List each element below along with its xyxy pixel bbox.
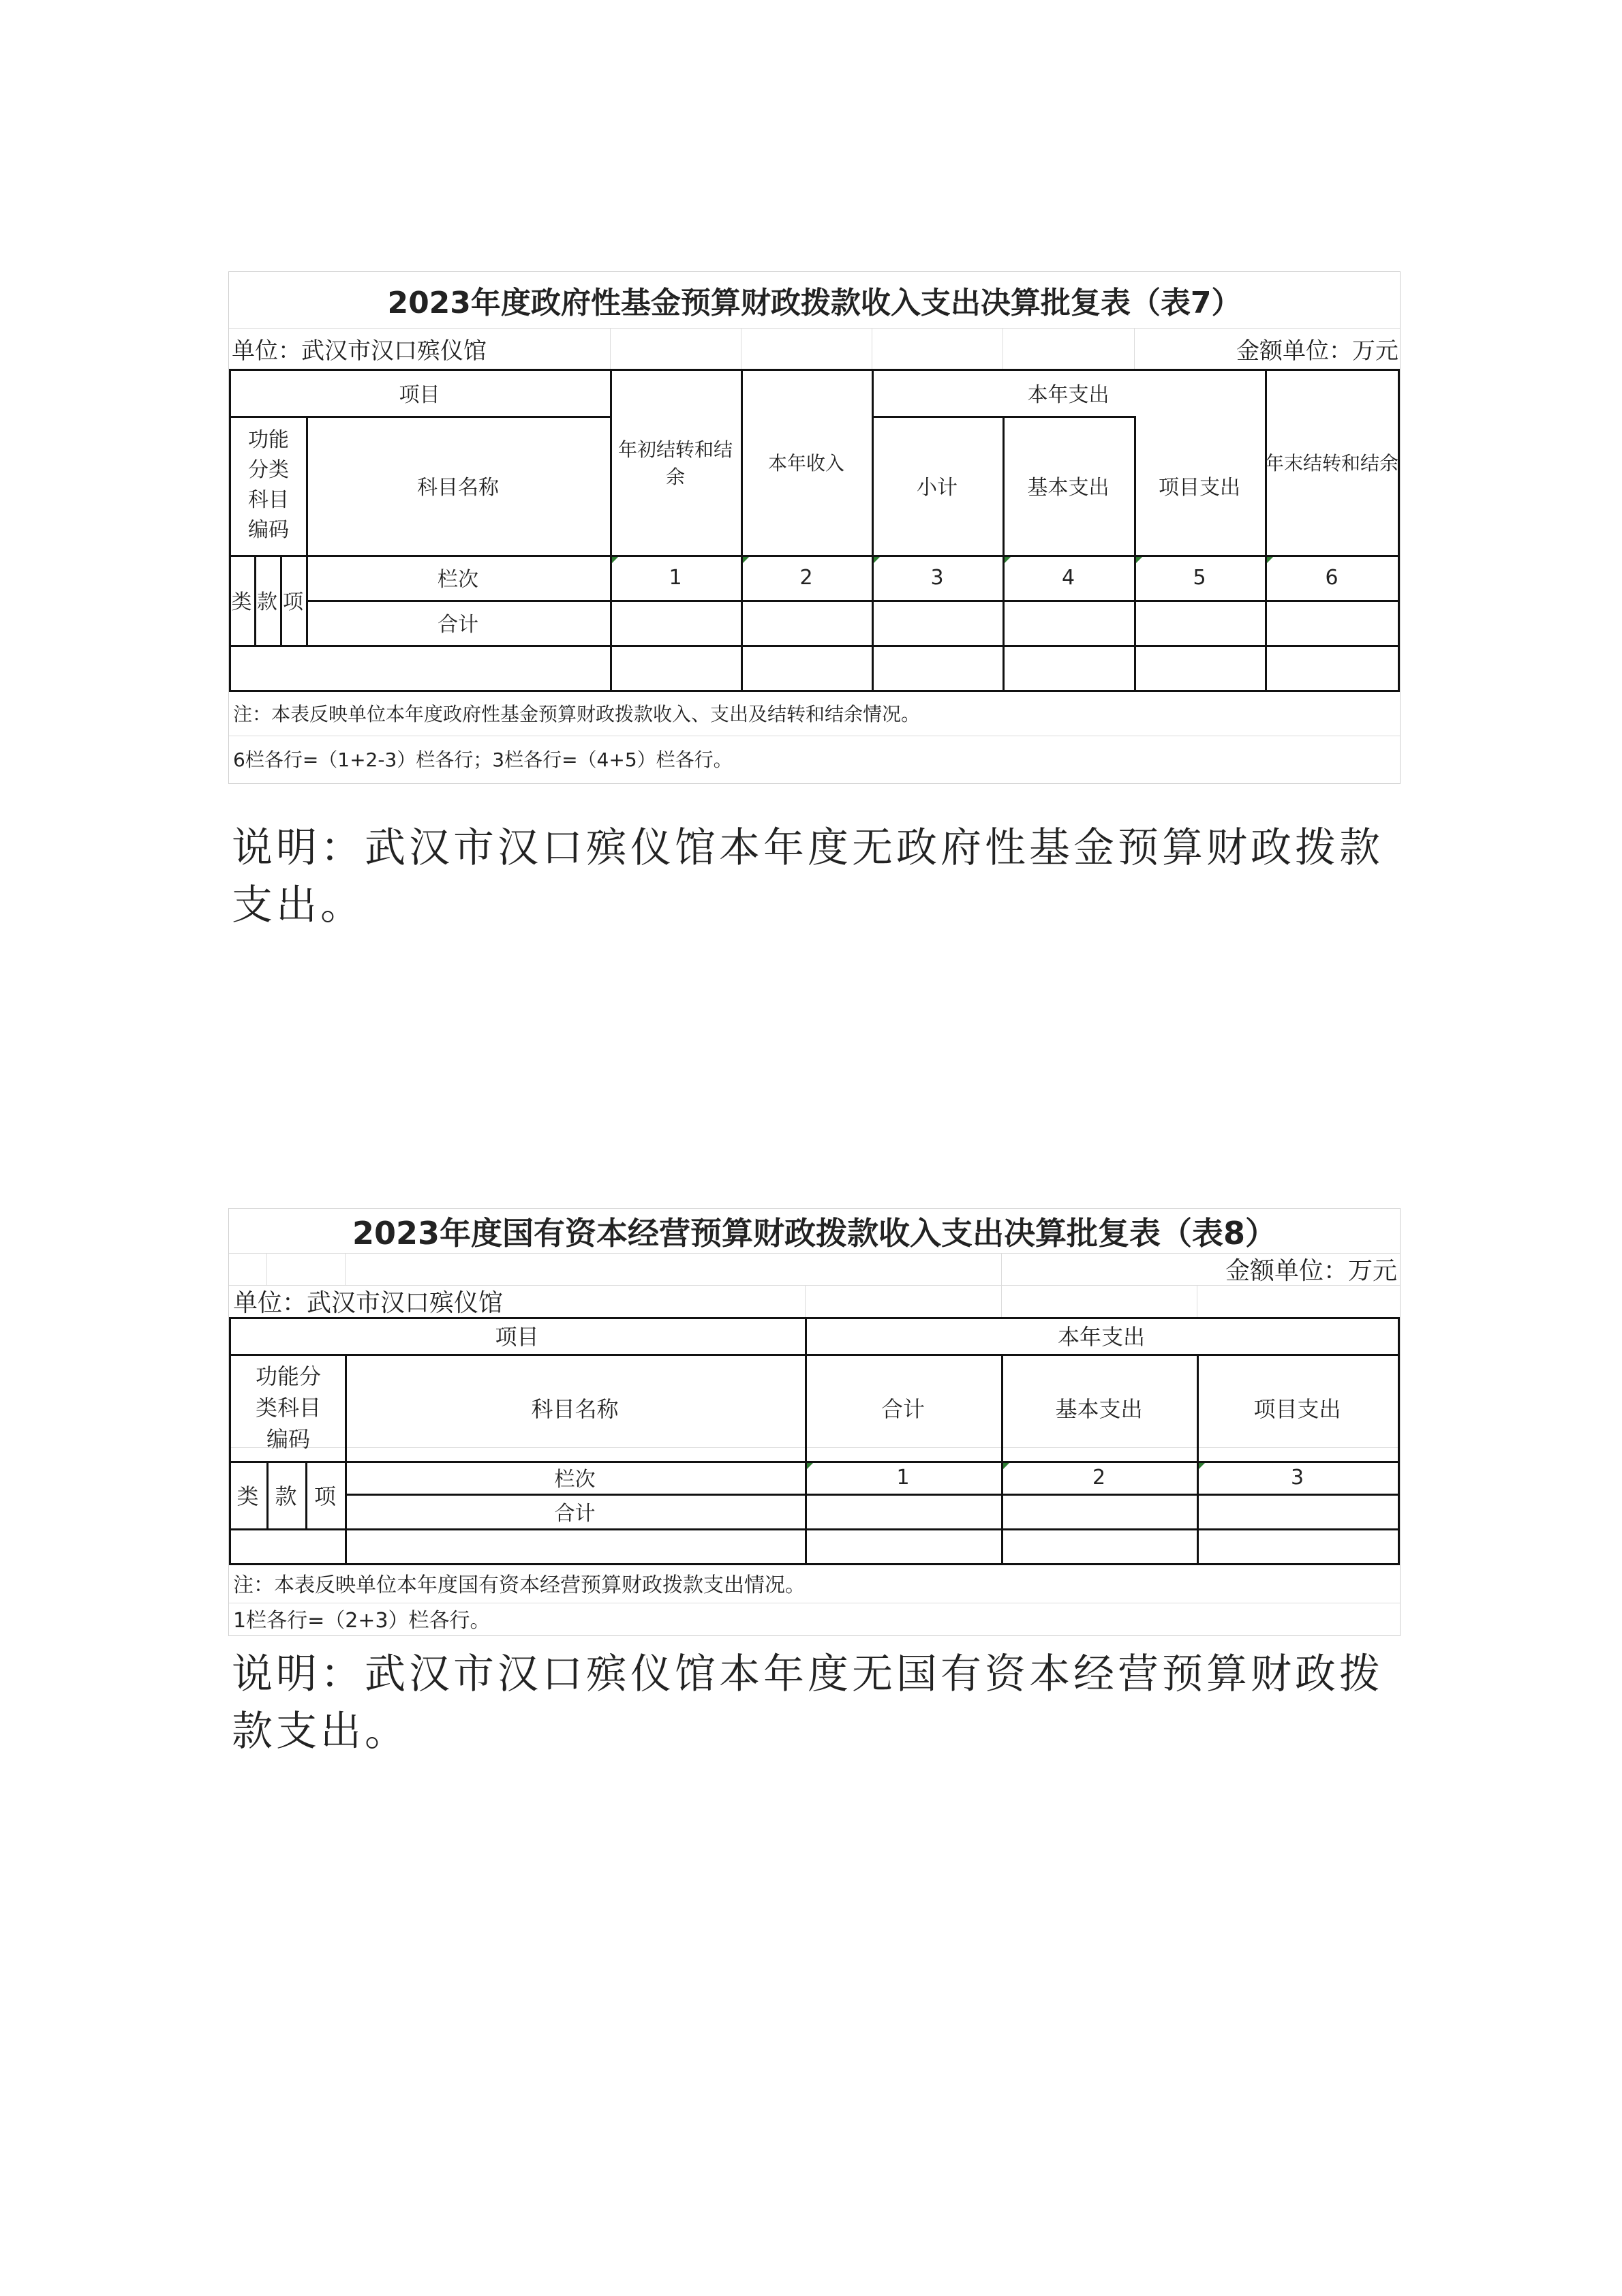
table7-header-project: 项目: [399, 382, 440, 407]
table7-title: 2023年度政府性基金预算财政拨款收入支出决算批复表（表7）: [387, 286, 1242, 320]
table7-header-subject-name: 科目名称: [417, 476, 499, 500]
table7-header-func-code: 功能分类科目编码: [248, 428, 289, 542]
table7-col-number: 1: [669, 565, 682, 590]
table7-header-end-balance: 年末结转和结余: [1265, 451, 1399, 474]
table7-row-lanci: 栏次: [438, 568, 478, 592]
table8-header-project-exp: 项目支出: [1253, 1395, 1341, 1422]
cell-marker-icon: [1136, 557, 1142, 563]
table8-header-project: 项目: [495, 1324, 539, 1350]
table8-col-number: 2: [1092, 1465, 1106, 1490]
table7-header-basic: 基本支出: [1027, 476, 1110, 500]
table8-label-xiang: 项: [313, 1483, 336, 1509]
table7-col-number: 5: [1193, 565, 1206, 590]
table8-header-expense-group: 本年支出: [1057, 1324, 1145, 1350]
table8-title: 2023年度国有资本经营预算财政拨款收入支出决算批复表（表8）: [352, 1214, 1277, 1252]
table8-note-2: 1栏各行=（2+3）栏各行。: [233, 1609, 491, 1633]
table7-row-heji: 合计: [438, 613, 478, 637]
table7-sheet: [228, 271, 1401, 784]
table7-col-number: 4: [1061, 565, 1075, 590]
table8-row-lanci: 栏次: [554, 1468, 596, 1492]
cell-marker-icon: [874, 557, 880, 563]
table8-header-subject-name: 科目名称: [531, 1395, 619, 1422]
table8-label-kuan: 款: [275, 1483, 297, 1509]
table8-header-func-code: 功能分类科目编码: [255, 1363, 321, 1452]
table8-row-heji: 合计: [554, 1501, 596, 1526]
table8-unit-left: 单位：武汉市汉口殡仪馆: [233, 1289, 504, 1317]
cell-marker-icon: [1267, 557, 1273, 563]
table8-description: 说明：武汉市汉口殡仪馆本年度无国有资本经营预算财政拨款支出。: [232, 1650, 1383, 1755]
cell-marker-icon: [1003, 1463, 1009, 1469]
table8-header-total: 合计: [881, 1395, 925, 1422]
table8-unit-right: 金额单位：万元: [1225, 1257, 1397, 1285]
table7-unit-left: 单位：武汉市汉口殡仪馆: [232, 337, 487, 365]
cell-marker-icon: [1005, 557, 1011, 563]
cell-marker-icon: [612, 557, 618, 563]
table7-header-project-exp: 项目支出: [1159, 476, 1240, 500]
table7-col-number: 2: [799, 565, 813, 590]
cell-marker-icon: [743, 557, 749, 563]
table7-label-kuan: 款: [257, 590, 277, 614]
table7-header-begin-balance: 年初结转和结余: [617, 438, 733, 488]
cell-marker-icon: [1199, 1463, 1205, 1469]
table8-col-number: 3: [1290, 1465, 1304, 1490]
table8-sheet: [228, 1208, 1401, 1636]
cell-marker-icon: [807, 1463, 813, 1469]
table7-note-1: 注：本表反映单位本年度政府性基金预算财政拨款收入、支出及结转和结余情况。: [233, 702, 921, 725]
table8-col-number: 1: [896, 1465, 910, 1490]
table7-label-lei: 类: [231, 590, 252, 614]
table7-label-xiang: 项: [283, 590, 303, 614]
table7-description: 说明：武汉市汉口殡仪馆本年度无政府性基金预算财政拨款支出。: [232, 824, 1383, 929]
table8-header-basic: 基本支出: [1055, 1395, 1143, 1422]
table8-label-lei: 类: [236, 1483, 259, 1509]
table7-header-subtotal: 小计: [917, 476, 958, 500]
table7-note-2: 6栏各行=（1+2-3）栏各行；3栏各行=（4+5）栏各行。: [233, 749, 733, 771]
table7-col-number: 6: [1325, 565, 1338, 590]
table7-header-income: 本年收入: [767, 451, 844, 474]
table7-col-number: 3: [930, 565, 944, 590]
table8-note-1: 注：本表反映单位本年度国有资本经营预算财政拨款支出情况。: [233, 1573, 806, 1597]
table7-unit-right: 金额单位：万元: [1236, 337, 1398, 365]
table7-header-expense-group: 本年支出: [1027, 382, 1110, 407]
